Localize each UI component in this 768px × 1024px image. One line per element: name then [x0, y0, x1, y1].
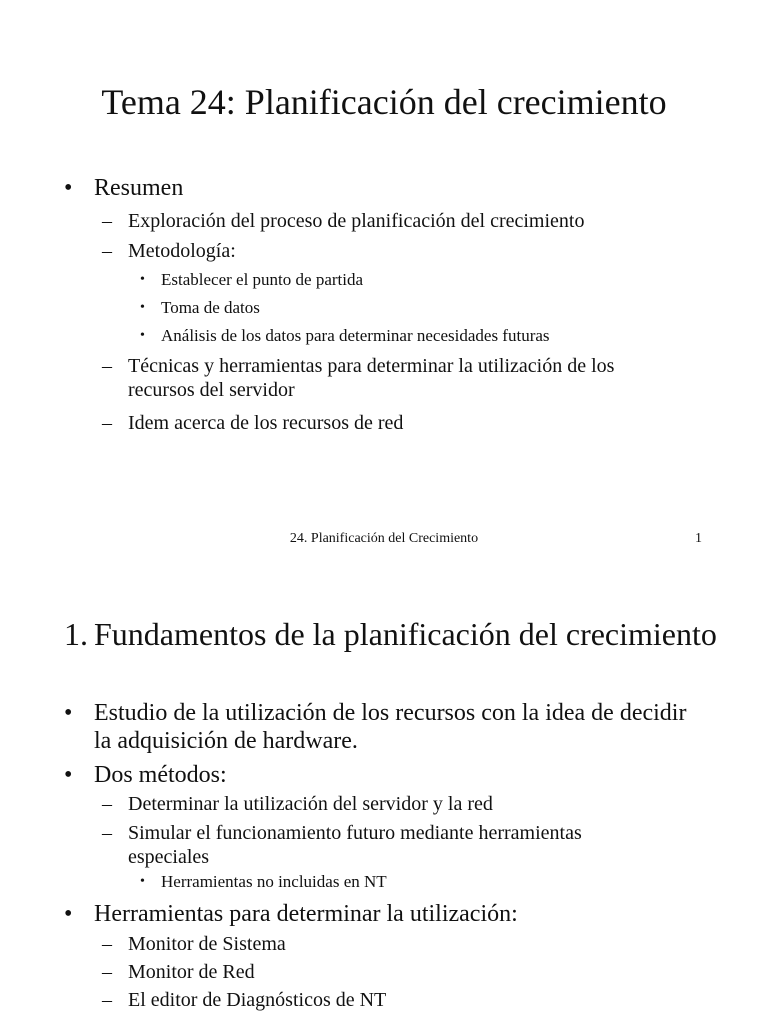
- subsub-bullet-item: [140, 298, 700, 318]
- bullet-marker: •: [64, 700, 73, 726]
- subsub-bullet-text: Toma de datos: [161, 298, 260, 317]
- subsub-bullet-item: [140, 270, 700, 290]
- sub-bullet-text: Exploración del proceso de planificación del crecimiento: [128, 210, 585, 232]
- sub-bullet-text: Metodología:: [128, 240, 236, 262]
- bullet-marker: •: [64, 762, 73, 788]
- bullet-item: [64, 699, 704, 755]
- bullet-marker: •: [64, 901, 73, 927]
- sub-bullet-text: Técnicas y herramientas para determinar la utilización de los recursos del servidor: [128, 355, 615, 401]
- sub-bullet-text: Monitor de Sistema: [128, 933, 286, 955]
- subsub-bullet-item: [140, 326, 700, 346]
- bullet-marker: •: [140, 300, 145, 315]
- dash-marker: –: [102, 989, 112, 1011]
- sub-bullet-text: Simular el funcionamiento futuro mediante herramientas especiales: [128, 822, 582, 868]
- subsub-bullet-text: Análisis de los datos para determinar necesidades futuras: [161, 326, 550, 345]
- bullet-text: Dos métodos:: [94, 762, 227, 788]
- bullet-text: Resumen: [94, 175, 184, 201]
- title-text: Fundamentos de la planificación del crecimiento: [94, 616, 717, 652]
- sub-bullet-item: [102, 932, 682, 956]
- dash-marker: –: [102, 240, 112, 262]
- sub-bullet-item: [102, 821, 602, 869]
- bullet-marker: •: [140, 328, 145, 343]
- bullet-text: Estudio de la utilización de los recursos con la idea de decidir la adquisición de hardware.: [94, 700, 687, 754]
- subsub-bullet-text: Herramientas no incluidas en NT: [161, 872, 387, 891]
- sub-bullet-item: [102, 354, 682, 402]
- sub-bullet-item: [102, 792, 682, 816]
- dash-marker: –: [102, 355, 112, 377]
- sub-bullet-text: Monitor de Red: [128, 961, 255, 983]
- dash-marker: –: [102, 412, 112, 434]
- title-number: 1.: [64, 616, 88, 652]
- sub-bullet-item: [102, 960, 682, 984]
- sub-bullet-text: Idem acerca de los recursos de red: [128, 412, 404, 434]
- sub-bullet-text: El editor de Diagnósticos de NT: [128, 989, 387, 1011]
- dash-marker: –: [102, 210, 112, 232]
- dash-marker: –: [102, 961, 112, 983]
- sub-bullet-item: [102, 988, 682, 1012]
- bullet-item: [64, 900, 704, 928]
- bullet-marker: •: [64, 175, 73, 201]
- dash-marker: –: [102, 793, 112, 815]
- slide-footer: 24. Planificación del Crecimiento: [289, 531, 479, 546]
- dash-marker: –: [102, 822, 112, 844]
- slide-title: [64, 616, 724, 653]
- bullet-item: [64, 761, 704, 789]
- bullet-item: [64, 174, 704, 202]
- bullet-text: Herramientas para determinar la utilización:: [94, 901, 518, 927]
- sub-bullet-item: [102, 239, 682, 263]
- slide-title: Tema 24: Planificación del crecimiento: [101, 82, 667, 122]
- bullet-marker: •: [140, 874, 145, 889]
- slide-2: [0, 560, 768, 1024]
- subsub-bullet-text: Establecer el punto de partida: [161, 270, 364, 289]
- dash-marker: –: [102, 933, 112, 955]
- page-number: 1: [695, 531, 702, 546]
- sub-bullet-item: [102, 411, 682, 435]
- bullet-marker: •: [140, 272, 145, 287]
- sub-bullet-text: Determinar la utilización del servidor y la red: [128, 793, 493, 815]
- sub-bullet-item: [102, 209, 682, 233]
- subsub-bullet-item: [140, 872, 700, 892]
